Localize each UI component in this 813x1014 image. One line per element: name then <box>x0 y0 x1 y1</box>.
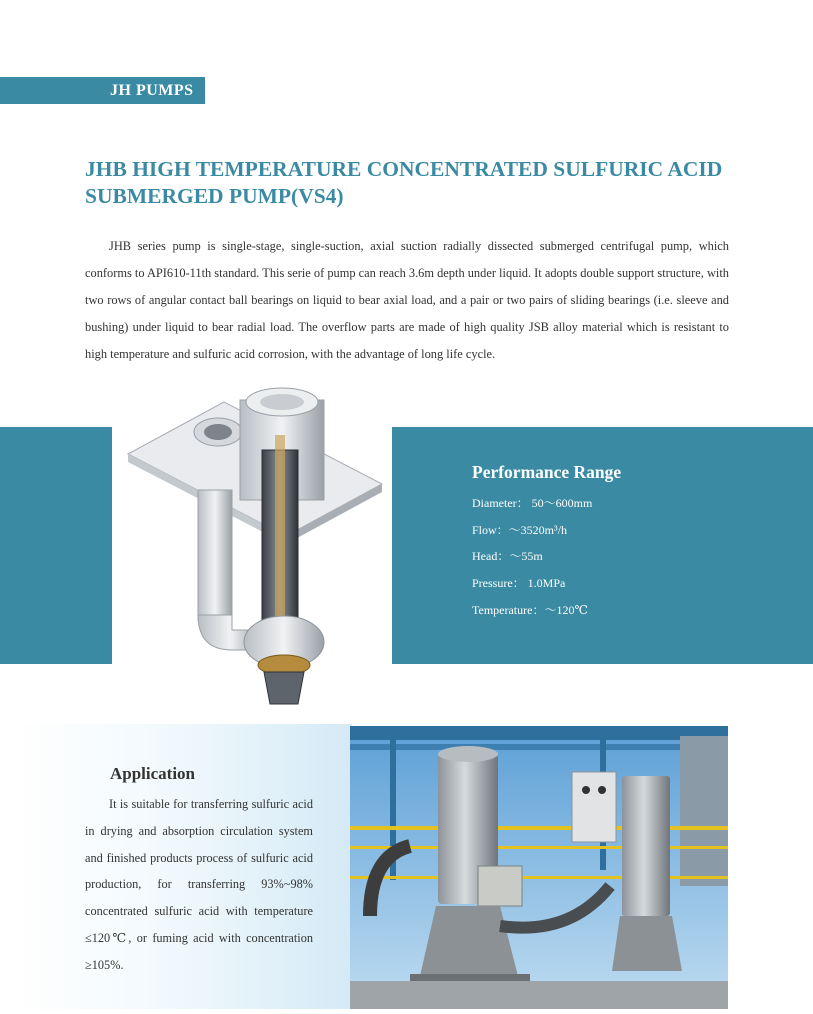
perf-pressure: Pressure： 1.0MPa <box>472 576 566 591</box>
installation-illustration <box>350 726 728 1009</box>
perf-diameter: Diameter： 50～600mm <box>472 496 593 510</box>
brand-label: JH PUMPS <box>110 82 194 99</box>
installation-photo <box>350 726 728 1009</box>
title-line-2: SUBMERGED PUMP(VS4) <box>85 184 344 208</box>
performance-title: Performance Range <box>472 462 622 482</box>
pump-image <box>112 380 392 710</box>
application-text: It is suitable for transferring sulfuric acid in drying and absorption circulation system and finished products process of sulfuric acid production, for transferring 93%~98% concentrated sulfuric acid with temperature ≤120℃, or fuming acid with concentration ≥105%. <box>85 797 313 972</box>
performance-list <box>472 490 592 624</box>
perf-flow: Flow：～3520m³/h <box>472 522 567 537</box>
perf-head: Head：～55m <box>472 549 543 564</box>
brand-bar <box>0 77 205 104</box>
product-description: JHB series pump is single-stage, single-suction, axial suction radially dissected submerged centrifugal pump, which conforms to API610-11th standard. This serie of pump can reach 3.6m depth under liquid. It adopts double support structure, with two rows of angular contact ball bearings on liquid to bear axial load, and a pair or two pairs of sliding bearings (i.e. sleeve and bushing) under liquid to bear radial load. The overflow parts are made of high quality JSB alloy material which is resistant to high temperature and sulfuric acid corrosion, with the advantage of long life cycle. <box>85 239 729 361</box>
pump-illustration <box>112 380 392 710</box>
title-line-1: JHB HIGH TEMPERATURE CONCENTRATED SULFURIC ACID <box>85 157 723 181</box>
perf-temperature: Temperature：～120℃ <box>472 602 588 617</box>
application-title: Application <box>110 764 196 783</box>
page-title <box>85 156 785 210</box>
